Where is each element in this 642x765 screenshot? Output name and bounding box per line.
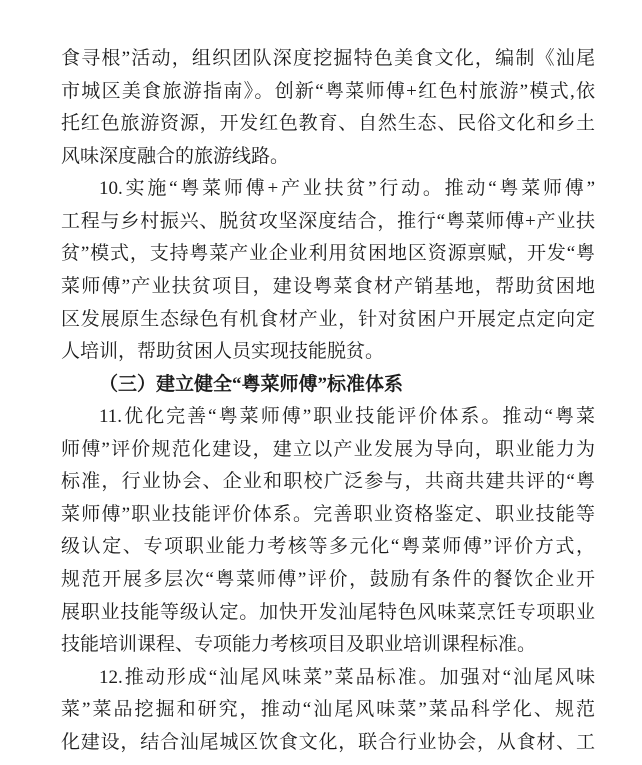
text-line: 菜”菜品挖掘和研究，推动“汕尾风味菜”菜品科学化、规范 [61, 699, 595, 721]
text-line: 食寻根”活动，组织团队深度挖掘特色美食文化，编制《汕尾 [61, 48, 595, 69]
text-line: 10.实施“粤菜师傅+产业扶贫”行动。推动“粤菜师傅” [99, 178, 595, 200]
text-line: 级认定、专项职业能力考核等多元化“粤菜师傅”评价方式， [61, 536, 595, 558]
text-line: 展职业技能等级认定。加快开发汕尾特色风味菜烹饪专项职业 [61, 601, 595, 623]
text-line: 标准，行业协会、企业和职校广泛参与，共商共建共评的“粤 [61, 471, 595, 493]
text-line: 12.推动形成“汕尾风味菜”菜品标准。加强对“汕尾风味 [99, 666, 595, 688]
text-line: 化建设，结合汕尾城区饮食文化，联合行业协会，从食材、工 [61, 731, 595, 753]
text-line: 区发展原生态绿色有机食材产业，针对贫困户开展定点定向定 [61, 308, 595, 330]
text-line: 技能培训课程、专项能力考核项目及职业培训课程标准。 [61, 634, 537, 656]
text-block [61, 43, 595, 759]
text-line: 市城区美食旅游指南》。创新“粤菜师傅+红色村旅游”模式,依 [61, 80, 595, 102]
text-line: 风味深度融合的旅游线路。 [61, 145, 290, 167]
text-line: 11.优化完善“粤菜师傅”职业技能评价体系。推动“粤菜 [99, 406, 595, 428]
text-line: 托红色旅游资源，开发红色教育、自然生态、民俗文化和乡土 [61, 113, 595, 135]
text-line: 师傅”评价规范化建设，建立以产业发展为导向，职业能力为 [61, 438, 595, 460]
text-line: 菜师傅”职业技能评价体系。完善职业资格鉴定、职业技能等 [61, 503, 595, 525]
text-line: 工程与乡村振兴、脱贫攻坚深度结合，推行“粤菜师傅+产业扶 [61, 210, 595, 232]
text-line: 菜师傅”产业扶贫项目，建设粤菜食材产销基地，帮助贫困地 [61, 275, 595, 297]
text-line: 人培训，帮助贫困人员实现技能脱贫。 [61, 341, 385, 363]
section-heading-line: （三）建立健全“粤菜师傅”标准体系 [99, 373, 404, 395]
text-line: 贫”模式，支持粤菜产业企业利用贫困地区资源禀赋，开发“粤 [61, 243, 595, 265]
text-line: 规范开展多层次“粤菜师傅”评价，鼓励有条件的餐饮企业开 [61, 569, 595, 590]
